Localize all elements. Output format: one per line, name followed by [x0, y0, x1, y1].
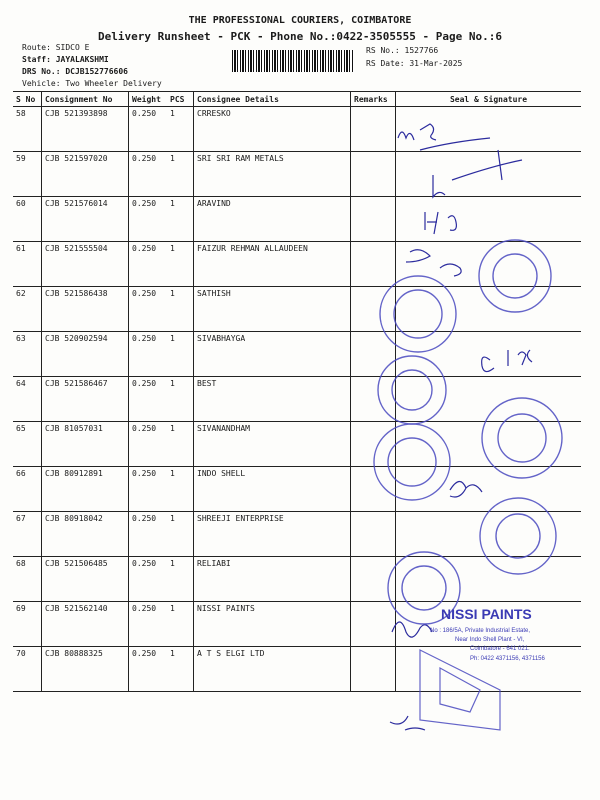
consignment-cell: CJB 521586467	[42, 377, 129, 422]
signature-cell	[396, 512, 582, 557]
consignment-cell: CJB 80918042	[42, 512, 129, 557]
pcs-cell: 1	[167, 647, 194, 692]
sno-cell: 63	[13, 332, 42, 377]
table-row	[13, 197, 581, 242]
table-row	[13, 107, 581, 152]
staff-label: Staff:	[22, 55, 51, 64]
sno-cell: 60	[13, 197, 42, 242]
vehicle-line	[22, 78, 162, 90]
consignment-cell: CJB 521506485	[42, 557, 129, 602]
consignment-cell: CJB 81057031	[42, 422, 129, 467]
remarks-cell	[351, 602, 396, 647]
col-sno: S No	[13, 92, 42, 107]
col-weight: Weight	[129, 92, 168, 107]
pcs-cell: 1	[167, 332, 194, 377]
consignee-cell: SATHISH	[194, 287, 351, 332]
sno-cell: 58	[13, 107, 42, 152]
table-row	[13, 512, 581, 557]
pcs-cell: 1	[167, 602, 194, 647]
sno-cell: 66	[13, 467, 42, 512]
weight-cell: 0.250	[129, 377, 168, 422]
weight-cell: 0.250	[129, 602, 168, 647]
remarks-cell	[351, 197, 396, 242]
consignment-cell: CJB 521393898	[42, 107, 129, 152]
signature-cell	[396, 197, 582, 242]
consignee-cell: BEST	[194, 377, 351, 422]
table-header-row	[13, 92, 581, 107]
pcs-cell: 1	[167, 512, 194, 557]
consignee-cell: SHREEJI ENTERPRISE	[194, 512, 351, 557]
table-row	[13, 422, 581, 467]
signature-cell	[396, 467, 582, 512]
consignment-cell: CJB 80912891	[42, 467, 129, 512]
pcs-cell: 1	[167, 377, 194, 422]
col-pcs: PCS	[167, 92, 194, 107]
table-row	[13, 467, 581, 512]
company-title: THE PROFESSIONAL COURIERS, COIMBATORE	[188, 15, 412, 26]
signature-cell	[396, 422, 582, 467]
remarks-cell	[351, 422, 396, 467]
pcs-cell: 1	[167, 107, 194, 152]
sno-cell: 69	[13, 602, 42, 647]
table-row	[13, 602, 581, 647]
drs-label: DRS No.:	[22, 67, 61, 76]
drs-value: DCJB152776606	[65, 67, 128, 76]
consignee-cell: SIVABHAYGA	[194, 332, 351, 377]
remarks-cell	[351, 512, 396, 557]
weight-cell: 0.250	[129, 332, 168, 377]
svg-text:Coimbatore - 641 021.: Coimbatore - 641 021.	[470, 646, 530, 652]
remarks-cell	[351, 332, 396, 377]
signature-70	[390, 716, 425, 730]
runsheet-subtitle: Delivery Runsheet - PCK - Phone No.:0422-3505555 - Page No.:6	[98, 30, 502, 43]
pcs-cell: 1	[167, 242, 194, 287]
table-row	[13, 152, 581, 197]
sno-cell: 68	[13, 557, 42, 602]
weight-cell: 0.250	[129, 197, 168, 242]
col-consignee: Consignee Details	[194, 92, 351, 107]
consignee-cell: RELIABI	[194, 557, 351, 602]
signature-cell	[396, 377, 582, 422]
weight-cell: 0.250	[129, 107, 168, 152]
consignee-cell: ARAVIND	[194, 197, 351, 242]
sno-cell: 70	[13, 647, 42, 692]
svg-text:No : 186/5A, Private Industria: No : 186/5A, Private Industrial Estate,	[430, 628, 531, 634]
weight-cell: 0.250	[129, 512, 168, 557]
consignee-cell: FAIZUR REHMAN ALLAUDEEN	[194, 242, 351, 287]
svg-text:Near Indo Shell Plant - VI,: Near Indo Shell Plant - VI,	[455, 637, 525, 643]
table-row	[13, 332, 581, 377]
consignment-cell: CJB 521597020	[42, 152, 129, 197]
consignment-cell: CJB 520902594	[42, 332, 129, 377]
sno-cell: 59	[13, 152, 42, 197]
vehicle-value: Two Wheeler Delivery	[65, 79, 162, 88]
signature-cell	[396, 242, 582, 287]
barcode	[232, 50, 354, 72]
weight-cell: 0.250	[129, 152, 168, 197]
route-label: Route:	[22, 43, 51, 52]
vehicle-label: Vehicle:	[22, 79, 61, 88]
pcs-cell: 1	[167, 422, 194, 467]
remarks-cell	[351, 467, 396, 512]
staff-value: JAYALAKSHMI	[55, 55, 109, 64]
consignee-cell: A T S ELGI LTD	[194, 647, 351, 692]
remarks-cell	[351, 107, 396, 152]
signature-cell	[396, 602, 582, 647]
table-row	[13, 377, 581, 422]
table-row	[13, 242, 581, 287]
consignee-cell: CRRESKO	[194, 107, 351, 152]
remarks-cell	[351, 152, 396, 197]
remarks-cell	[351, 287, 396, 332]
weight-cell: 0.250	[129, 242, 168, 287]
table-row	[13, 557, 581, 602]
drs-line	[22, 66, 128, 78]
consignee-cell: NISSI PAINTS	[194, 602, 351, 647]
sno-cell: 62	[13, 287, 42, 332]
consignment-cell: CJB 521576014	[42, 197, 129, 242]
route-line	[22, 42, 89, 54]
pcs-cell: 1	[167, 197, 194, 242]
remarks-cell	[351, 242, 396, 287]
signature-cell	[396, 647, 582, 692]
pcs-cell: 1	[167, 557, 194, 602]
weight-cell: 0.250	[129, 647, 168, 692]
col-seal-signature: Seal & Signature	[396, 92, 582, 107]
remarks-cell	[351, 377, 396, 422]
remarks-cell	[351, 557, 396, 602]
pcs-cell: 1	[167, 467, 194, 512]
runsheet-table	[13, 91, 581, 692]
signature-cell	[396, 557, 582, 602]
consignment-cell: CJB 80888325	[42, 647, 129, 692]
staff-line	[22, 54, 109, 66]
weight-cell: 0.250	[129, 467, 168, 512]
consignment-cell: CJB 521562140	[42, 602, 129, 647]
sno-cell: 67	[13, 512, 42, 557]
signature-cell	[396, 152, 582, 197]
svg-text:Ph: 0422 4371156, 4371156: Ph: 0422 4371156, 4371156	[470, 656, 545, 662]
consignment-cell: CJB 521586438	[42, 287, 129, 332]
consignee-cell: SRI SRI RAM METALS	[194, 152, 351, 197]
sno-cell: 65	[13, 422, 42, 467]
consignee-cell: INDO SHELL	[194, 467, 351, 512]
signature-cell	[396, 332, 582, 377]
svg-text:NISSI PAINTS: NISSI PAINTS	[441, 606, 532, 622]
col-consignment: Consignment No	[42, 92, 129, 107]
table-row	[13, 287, 581, 332]
table-row	[13, 647, 581, 692]
rs-number: RS No.: 1527766	[366, 46, 439, 55]
signature-cell	[396, 107, 582, 152]
route-value: SIDCO E	[55, 43, 90, 52]
pcs-cell: 1	[167, 152, 194, 197]
weight-cell: 0.250	[129, 422, 168, 467]
weight-cell: 0.250	[129, 287, 168, 332]
rs-date: RS Date: 31-Mar-2025	[366, 59, 463, 68]
weight-cell: 0.250	[129, 557, 168, 602]
consignment-cell: CJB 521555504	[42, 242, 129, 287]
pcs-cell: 1	[167, 287, 194, 332]
sno-cell: 64	[13, 377, 42, 422]
consignee-cell: SIVANANDHAM	[194, 422, 351, 467]
signature-cell	[396, 287, 582, 332]
sno-cell: 61	[13, 242, 42, 287]
remarks-cell	[351, 647, 396, 692]
col-remarks: Remarks	[351, 92, 396, 107]
